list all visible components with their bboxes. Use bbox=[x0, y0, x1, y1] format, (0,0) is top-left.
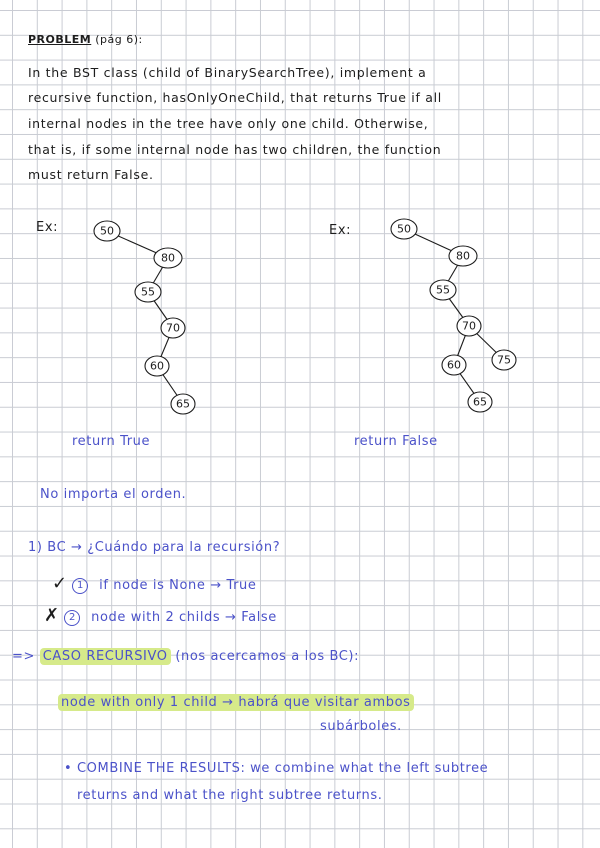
number-1-icon: 1 bbox=[72, 578, 88, 594]
example-2-label: Ex: bbox=[329, 223, 352, 238]
recursive-case-line bbox=[12, 650, 359, 663]
recursive-case-highlight: CASO RECURSIVO bbox=[40, 648, 171, 665]
svg-text:70: 70 bbox=[166, 321, 180, 335]
statement-line-3: internal nodes in the tree have only one child. Otherwise, bbox=[28, 116, 429, 131]
base-case-item-2 bbox=[44, 607, 277, 626]
tree-node bbox=[442, 355, 466, 375]
statement-line-1: In the BST class (child of BinarySearchTree), implement a bbox=[28, 65, 427, 80]
cross-icon: ✗ bbox=[44, 605, 60, 626]
svg-text:55: 55 bbox=[141, 285, 155, 299]
svg-text:55: 55 bbox=[436, 283, 450, 297]
base-case-item-2-text: node with 2 childs → False bbox=[91, 610, 277, 625]
svg-text:50: 50 bbox=[100, 224, 114, 238]
example-1-result: return True bbox=[72, 434, 151, 449]
combine-line-1: • COMBINE THE RESULTS: we combine what the left subtree bbox=[64, 761, 489, 776]
tree-node bbox=[391, 219, 417, 239]
statement-line-2: recursive function, hasOnlyOneChild, that returns True if all bbox=[28, 90, 442, 105]
combine-line-2: returns and what the right subtree returns. bbox=[77, 788, 383, 803]
svg-text:65: 65 bbox=[176, 397, 190, 411]
svg-text:60: 60 bbox=[447, 358, 461, 372]
tree-node bbox=[430, 280, 456, 300]
example-2-result: return False bbox=[354, 434, 438, 449]
base-case-title: 1) BC → ¿Cuándo para la recursión? bbox=[28, 540, 281, 555]
tree-node bbox=[492, 350, 516, 370]
tree-node bbox=[449, 246, 477, 266]
page-reference: (pág 6): bbox=[95, 33, 143, 46]
svg-text:75: 75 bbox=[497, 353, 511, 367]
recursive-case-note: (nos acercamos a los BC): bbox=[175, 649, 360, 664]
svg-text:80: 80 bbox=[161, 251, 175, 265]
number-2-icon: 2 bbox=[64, 610, 80, 626]
order-note: No importa el orden. bbox=[40, 487, 187, 502]
base-case-item-1 bbox=[52, 575, 256, 594]
svg-text:60: 60 bbox=[150, 359, 164, 373]
check-icon: ✓ bbox=[52, 573, 68, 594]
svg-text:50: 50 bbox=[397, 222, 411, 236]
svg-text:65: 65 bbox=[473, 395, 487, 409]
one-child-line-2: subárboles. bbox=[320, 719, 402, 734]
example-1-label: Ex: bbox=[36, 220, 59, 235]
statement-line-4: that is, if some internal node has two children, the function bbox=[28, 142, 442, 157]
double-arrow-icon: => bbox=[12, 649, 35, 664]
svg-text:70: 70 bbox=[462, 319, 476, 333]
problem-word: PROBLEM bbox=[28, 33, 92, 46]
one-child-line-1 bbox=[58, 696, 414, 709]
one-child-highlight: node with only 1 child → habrá que visitar ambos bbox=[58, 694, 414, 711]
tree-node bbox=[468, 392, 492, 412]
statement-line-5: must return False. bbox=[28, 167, 154, 182]
base-case-item-1-text: if node is None → True bbox=[99, 578, 257, 593]
svg-text:80: 80 bbox=[456, 249, 470, 263]
tree-node bbox=[457, 316, 481, 336]
